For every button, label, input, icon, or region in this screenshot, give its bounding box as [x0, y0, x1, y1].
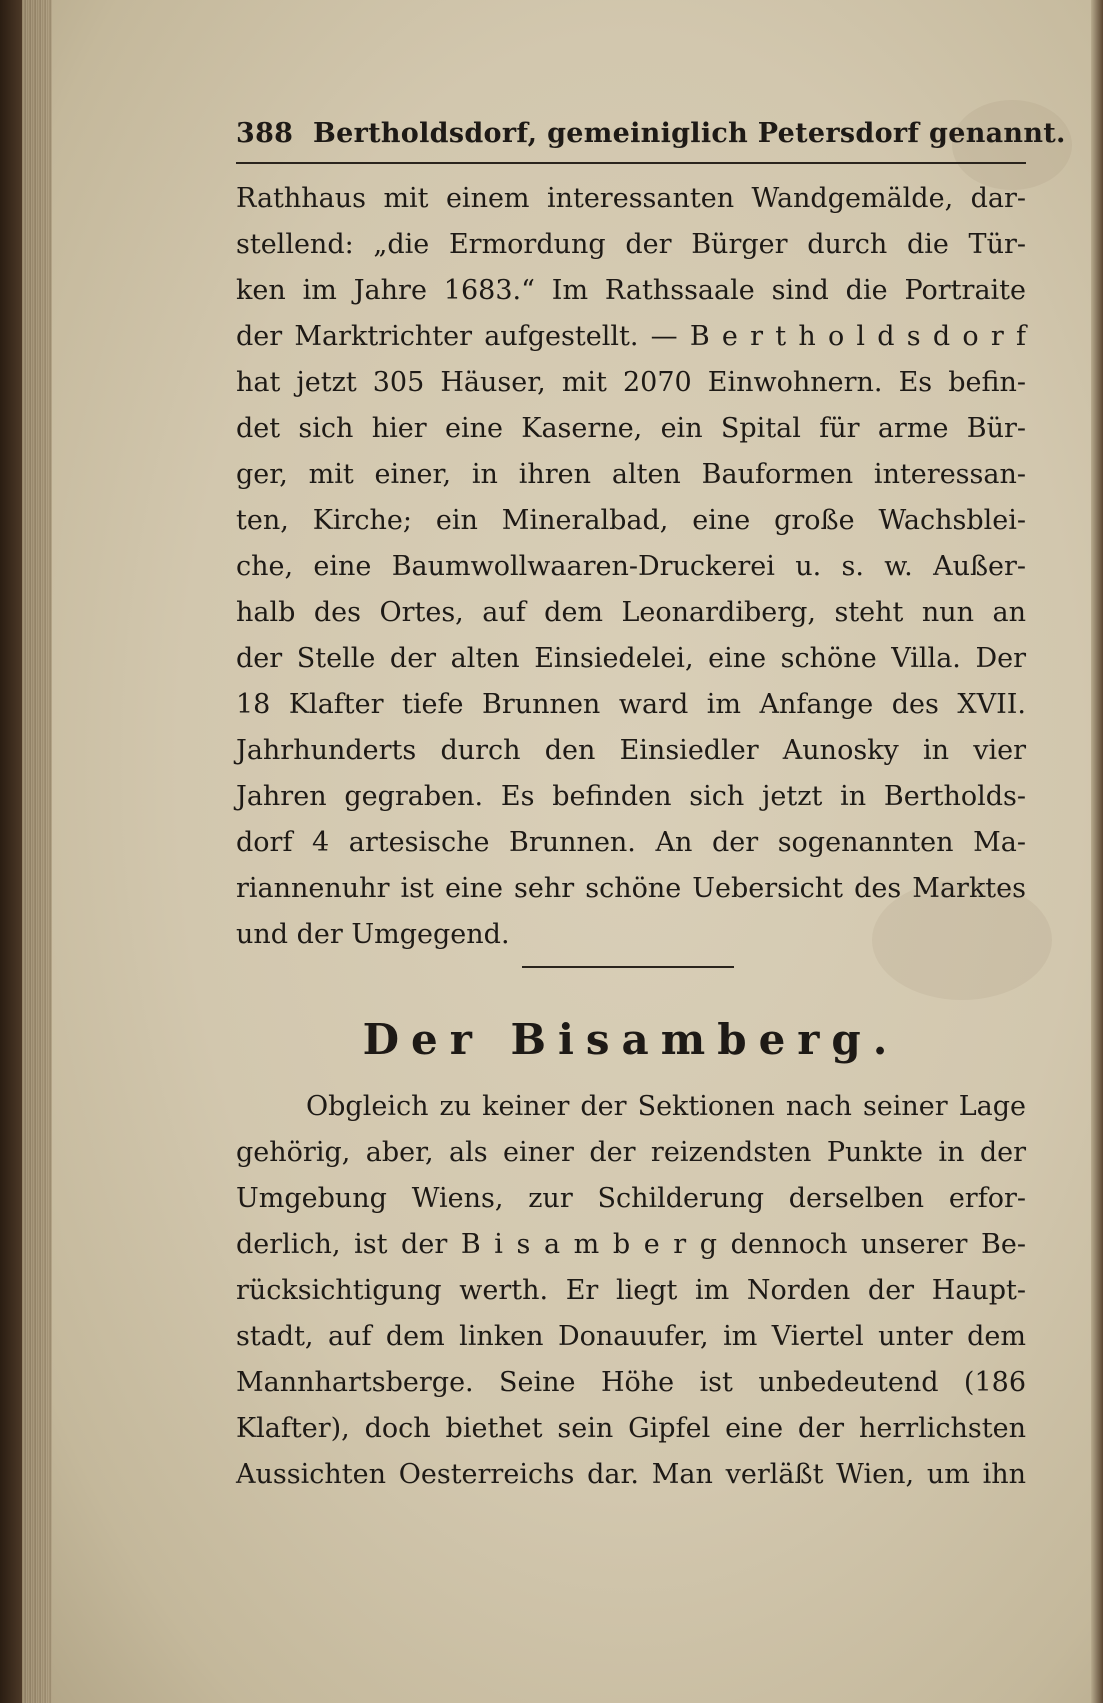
section-title: Der Bisamberg.: [362, 1015, 900, 1064]
text-line: Klafter), doch biethet sein Gipfel eine der herrlichsten: [236, 1413, 1026, 1444]
text-line: det sich hier eine Kaserne, ein Spital für arme Bür-: [236, 413, 1026, 444]
text-line: Jahrhunderts durch den Einsiedler Aunosky in vier: [236, 735, 1026, 766]
text-line: derlich, ist der B i s a m b e r g dennoch unserer Be-: [236, 1229, 1026, 1260]
text-line: che, eine Baumwollwaaren-Druckerei u. s. w. Außer-: [236, 551, 1026, 582]
running-head: [236, 118, 1066, 162]
text-line: ten, Kirche; ein Mineralbad, eine große Wachsblei-: [236, 505, 1026, 536]
paragraph-bertholdsdorf: [236, 176, 1026, 958]
page-right-edge: [1091, 0, 1103, 1703]
text-line: der Stelle der alten Einsiedelei, eine schöne Villa. Der: [236, 643, 1026, 674]
text-line: stadt, auf dem linken Donauufer, im Viertel unter dem: [236, 1321, 1026, 1352]
text-line: Mannhartsberge. Seine Höhe ist unbedeutend (186: [236, 1367, 1026, 1398]
text-line: 18 Klafter tiefe Brunnen ward im Anfange des XVII.: [236, 689, 1026, 720]
section-divider: [522, 966, 734, 968]
text-line: stellend: „die Ermordung der Bürger durch die Tür-: [236, 229, 1026, 260]
header-rule: [236, 162, 1026, 164]
text-line: der Marktrichter aufgestellt. — B e r t h o l d s d o r f: [236, 321, 1026, 352]
text-line: rücksichtigung werth. Er liegt im Norden der Haupt-: [236, 1275, 1026, 1306]
text-line: ger, mit einer, in ihren alten Bauformen interessan-: [236, 459, 1026, 490]
text-line: hat jetzt 305 Häuser, mit 2070 Einwohnern. Es befin-: [236, 367, 1026, 398]
text-line: Obgleich zu keiner der Sektionen nach seiner Lage: [306, 1091, 1026, 1122]
text-line: riannenuhr ist eine sehr schöne Uebersicht des Marktes: [236, 873, 1026, 904]
paragraph-bisamberg: [236, 1084, 1026, 1498]
text-line: gehörig, aber, als einer der reizendsten Punkte in der: [236, 1137, 1026, 1168]
text-line: halb des Ortes, auf dem Leonardiberg, steht nun an: [236, 597, 1026, 628]
text-line: Umgebung Wiens, zur Schilderung derselben erfor-: [236, 1183, 1026, 1214]
text-line: Rathhaus mit einem interessanten Wandgemälde, dar-: [236, 183, 1026, 214]
text-line: ken im Jahre 1683.“ Im Rathssaale sind die Portraite: [236, 275, 1026, 306]
text-line: dorf 4 artesische Brunnen. An der sogenannten Ma-: [236, 827, 1026, 858]
text-line: Aussichten Oesterreichs dar. Man verläßt Wien, um ihn: [236, 1459, 1026, 1490]
running-title: Bertholdsdorf, gemeiniglich Petersdorf genannt.: [312, 118, 1066, 149]
page-number: 388: [236, 118, 294, 149]
text-line: und der Umgegend.: [236, 919, 510, 950]
text-line: Jahren gegraben. Es befinden sich jetzt in Bertholds-: [236, 781, 1026, 812]
